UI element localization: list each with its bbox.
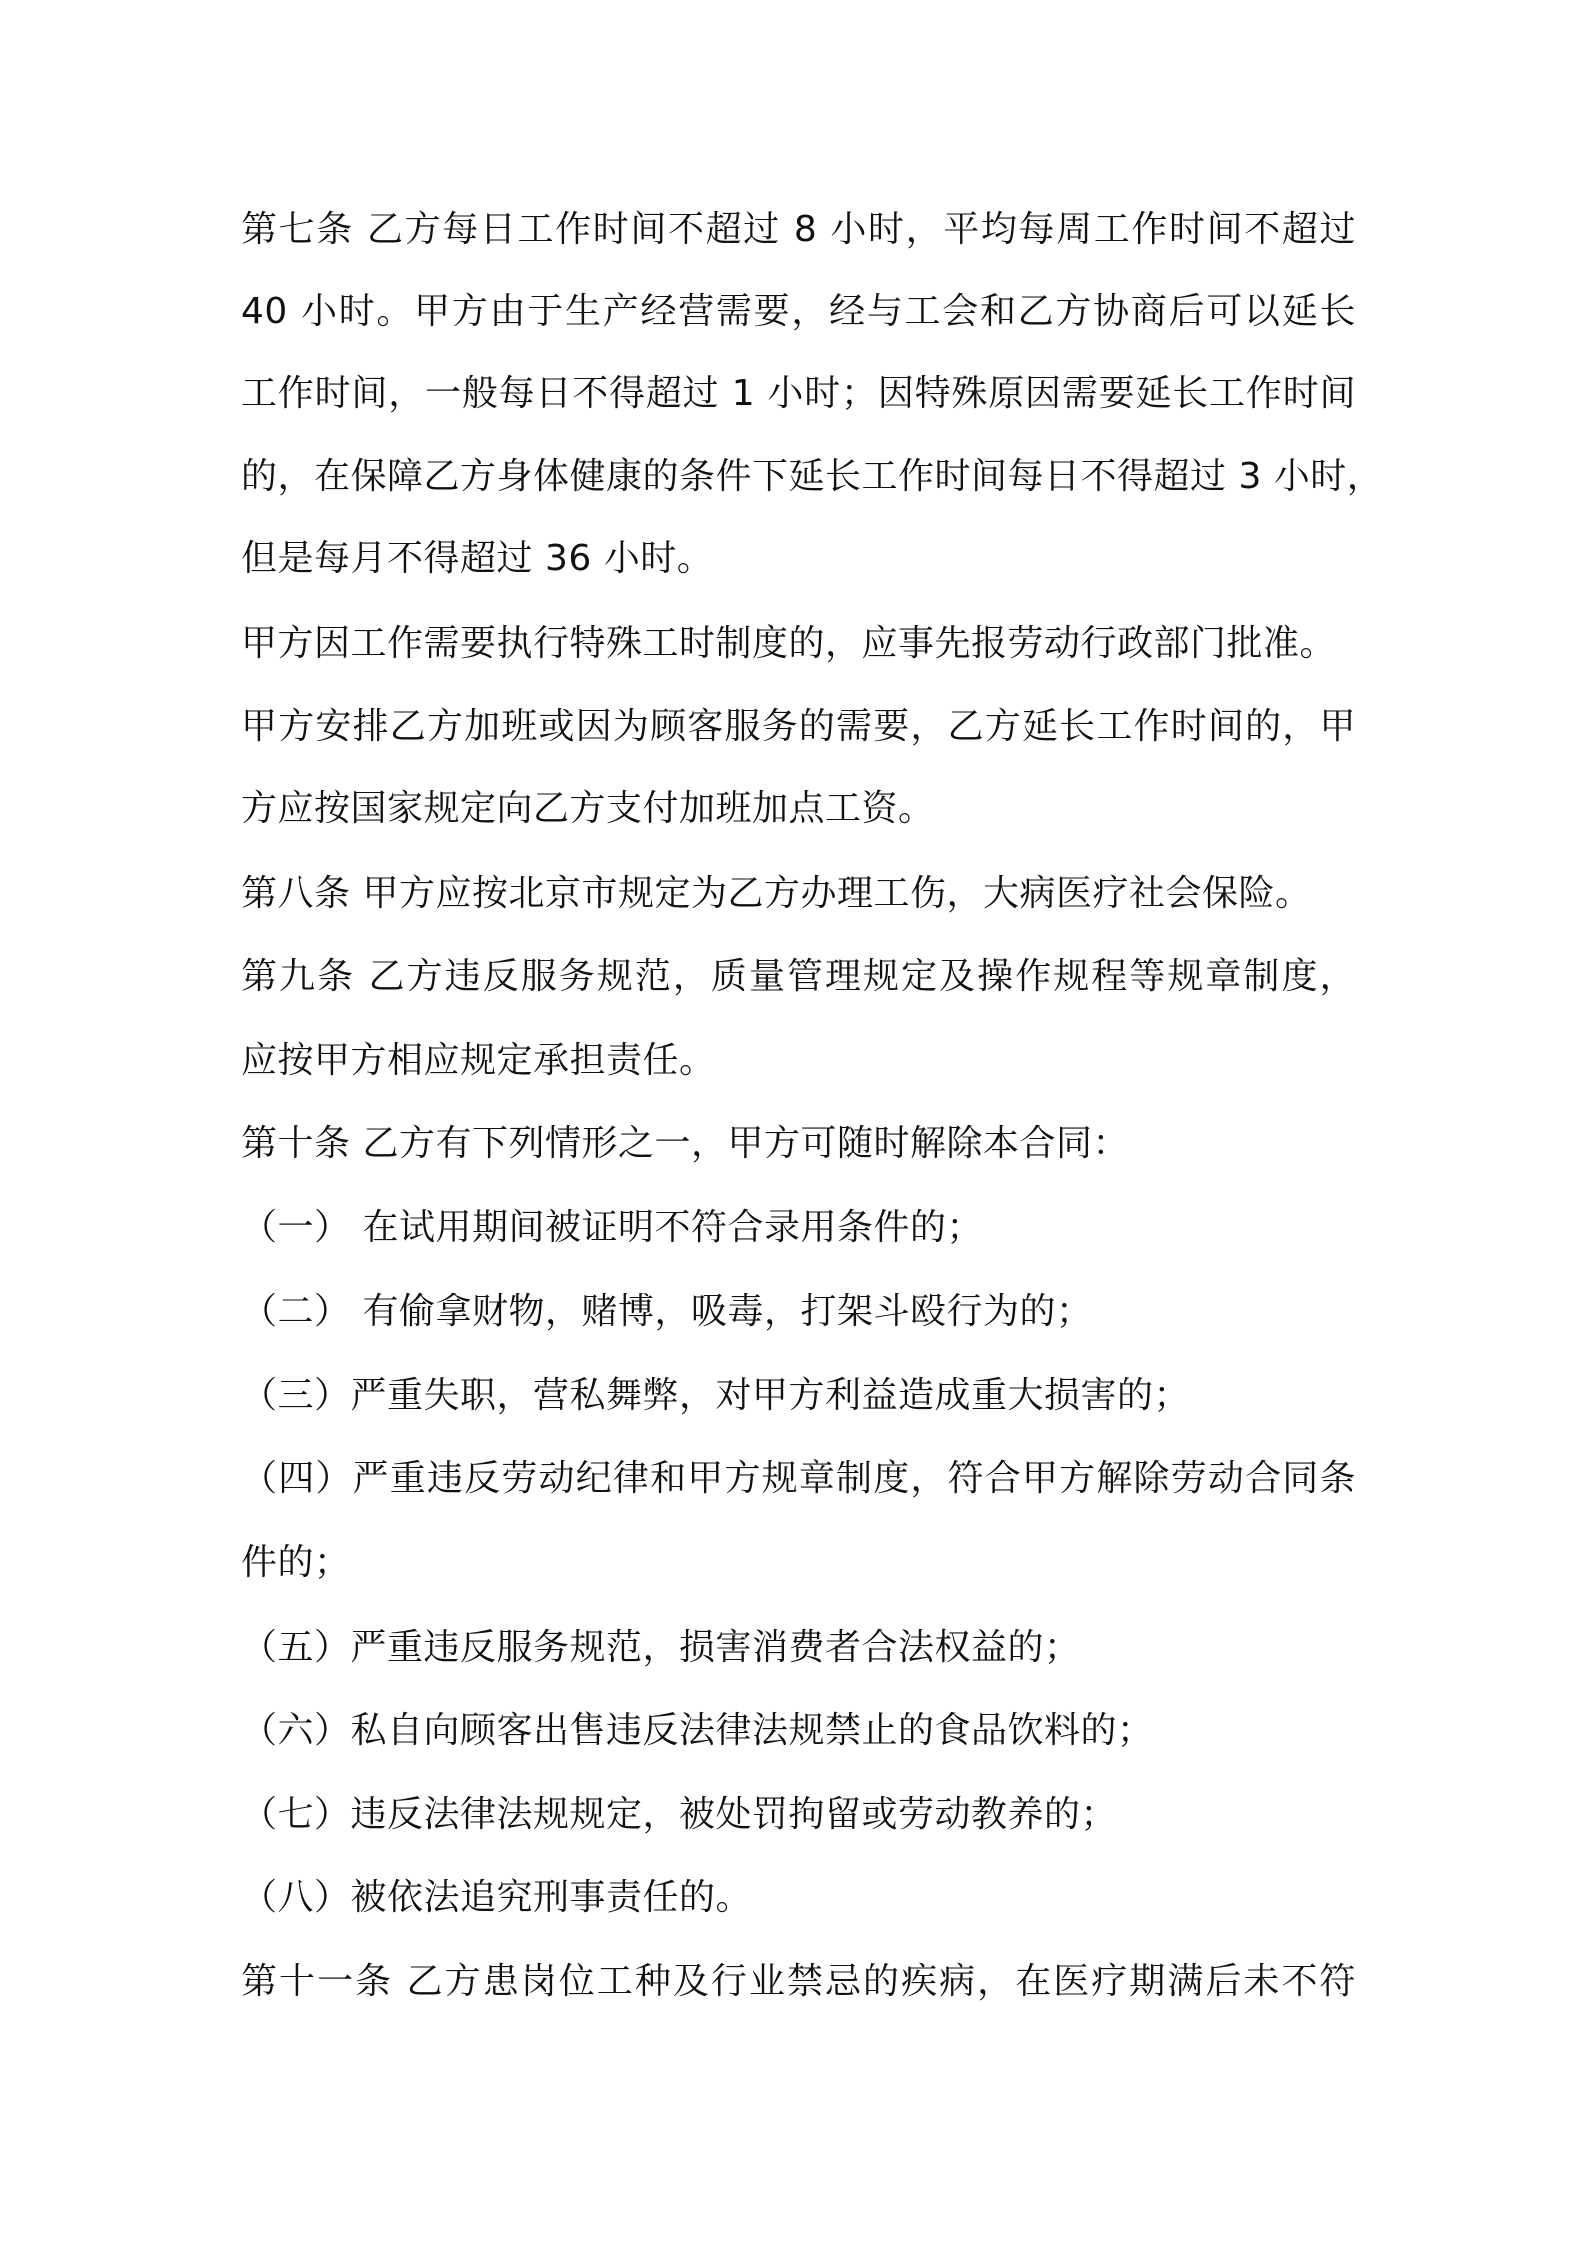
list-item: （六）私自向顾客出售违反法律法规禁止的食品饮料的； (241, 1710, 1154, 1751)
text-line: 第九条 乙方违反服务规范，质量管理规定及操作规程等规章制度， (241, 956, 1356, 997)
list-item: （二） 有偷拿财物，赌博，吸毒，打架斗殴行为的； (241, 1291, 1093, 1332)
list-item: （八）被依法追究刑事责任的。 (241, 1877, 753, 1918)
text-line: 甲方安排乙方加班或因为顾客服务的需要，乙方延长工作时间的，甲 (241, 706, 1356, 747)
list-item: （七）违反法律法规规定，被处罚拘留或劳动教养的； (241, 1794, 1118, 1835)
text-line: 第十一条 乙方患岗位工种及行业禁忌的疾病，在医疗期满后未不符 (241, 1961, 1356, 2002)
text-line: 第八条 甲方应按北京市规定为乙方办理工伤，大病医疗社会保险。 (241, 873, 1312, 914)
list-item: （五）严重违反服务规范，损害消费者合法权益的； (241, 1627, 1081, 1668)
text-line: 第七条 乙方每日工作时间不超过 8 小时，平均每周工作时间不超过 (241, 209, 1356, 250)
list-item: （一） 在试用期间被证明不符合录用条件的； (241, 1207, 983, 1248)
text-line: 件的； (241, 1542, 351, 1583)
text-line: 应按甲方相应规定承担责任。 (241, 1040, 716, 1081)
text-line: 工作时间，一般每日不得超过 1 小时；因特殊原因需要延长工作时间 (241, 373, 1356, 414)
text-line: 但是每月不得超过 36 小时。 (241, 538, 714, 579)
text-line: 第十条 乙方有下列情形之一，甲方可随时解除本合同： (241, 1123, 1129, 1164)
text-line: 方应按国家规定向乙方支付加班加点工资。 (241, 788, 935, 829)
list-item: （三）严重失职，营私舞弊，对甲方利益造成重大损害的； (241, 1375, 1191, 1416)
text-line: 40 小时。甲方由于生产经营需要，经与工会和乙方协商后可以延长 (241, 291, 1356, 332)
list-item: （四）严重违反劳动纪律和甲方规章制度，符合甲方解除劳动合同条 (241, 1458, 1356, 1499)
text-line: 的，在保障乙方身体健康的条件下延长工作时间每日不得超过 3 小时， (241, 456, 1384, 497)
text-line: 甲方因工作需要执行特殊工时制度的，应事先报劳动行政部门批准。 (241, 623, 1337, 664)
